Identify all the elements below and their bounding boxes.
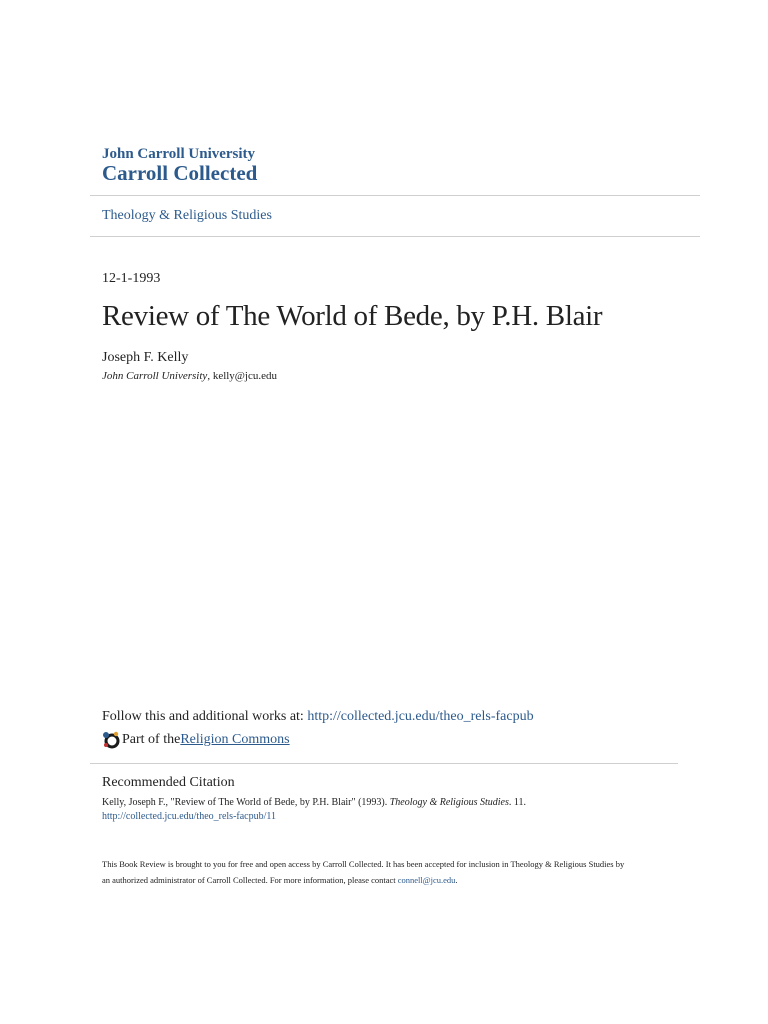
publication-date: 12-1-1993 xyxy=(102,271,161,286)
repository-name[interactable]: Carroll Collected xyxy=(102,161,258,185)
footnote-end: . xyxy=(455,875,458,885)
department-divider xyxy=(90,236,700,237)
affiliation-email: , kelly@jcu.edu xyxy=(207,370,278,382)
follow-label: Follow this and additional works at: xyxy=(102,709,308,724)
access-footnote xyxy=(102,856,672,888)
follow-url-link[interactable]: http://collected.jcu.edu/theo_rels-facpub xyxy=(307,709,534,724)
footnote-line2: an authorized administrator of Carroll Collected. For more information, please contact xyxy=(102,875,398,885)
author-name: Joseph F. Kelly xyxy=(102,350,189,365)
footnote-line1: This Book Review is brought to you for free and open access by Carroll Collected. It has been accepted for inclusion in Theology & Religious Studies by xyxy=(102,859,625,869)
citation-prefix: Kelly, Joseph F., "Review of The World of Bede, by P.H. Blair" (1993). xyxy=(102,797,390,808)
institution-name[interactable]: John Carroll University xyxy=(102,146,256,162)
citation-series: Theology & Religious Studies xyxy=(389,797,509,808)
contact-email-link[interactable]: connell@jcu.edu xyxy=(397,875,456,885)
citation-divider xyxy=(90,763,678,764)
author-affiliation xyxy=(102,369,277,383)
part-of-line xyxy=(102,730,290,750)
affiliation-institution: John Carroll University xyxy=(102,370,208,382)
citation-heading: Recommended Citation xyxy=(102,775,235,790)
citation-url-link[interactable]: http://collected.jcu.edu/theo_rels-facpub/11 xyxy=(102,811,277,822)
document-title: Review of The World of Bede, by P.H. Blair xyxy=(102,300,603,332)
citation-suffix: . 11. xyxy=(508,797,527,808)
religion-commons-link[interactable]: Religion Commons xyxy=(180,732,290,747)
department-link[interactable]: Theology & Religious Studies xyxy=(102,208,272,223)
part-of-label: Part of the xyxy=(122,732,181,747)
header-divider xyxy=(90,195,700,196)
network-commons-icon xyxy=(102,731,120,749)
citation-text xyxy=(102,796,662,824)
follow-line xyxy=(102,708,534,726)
